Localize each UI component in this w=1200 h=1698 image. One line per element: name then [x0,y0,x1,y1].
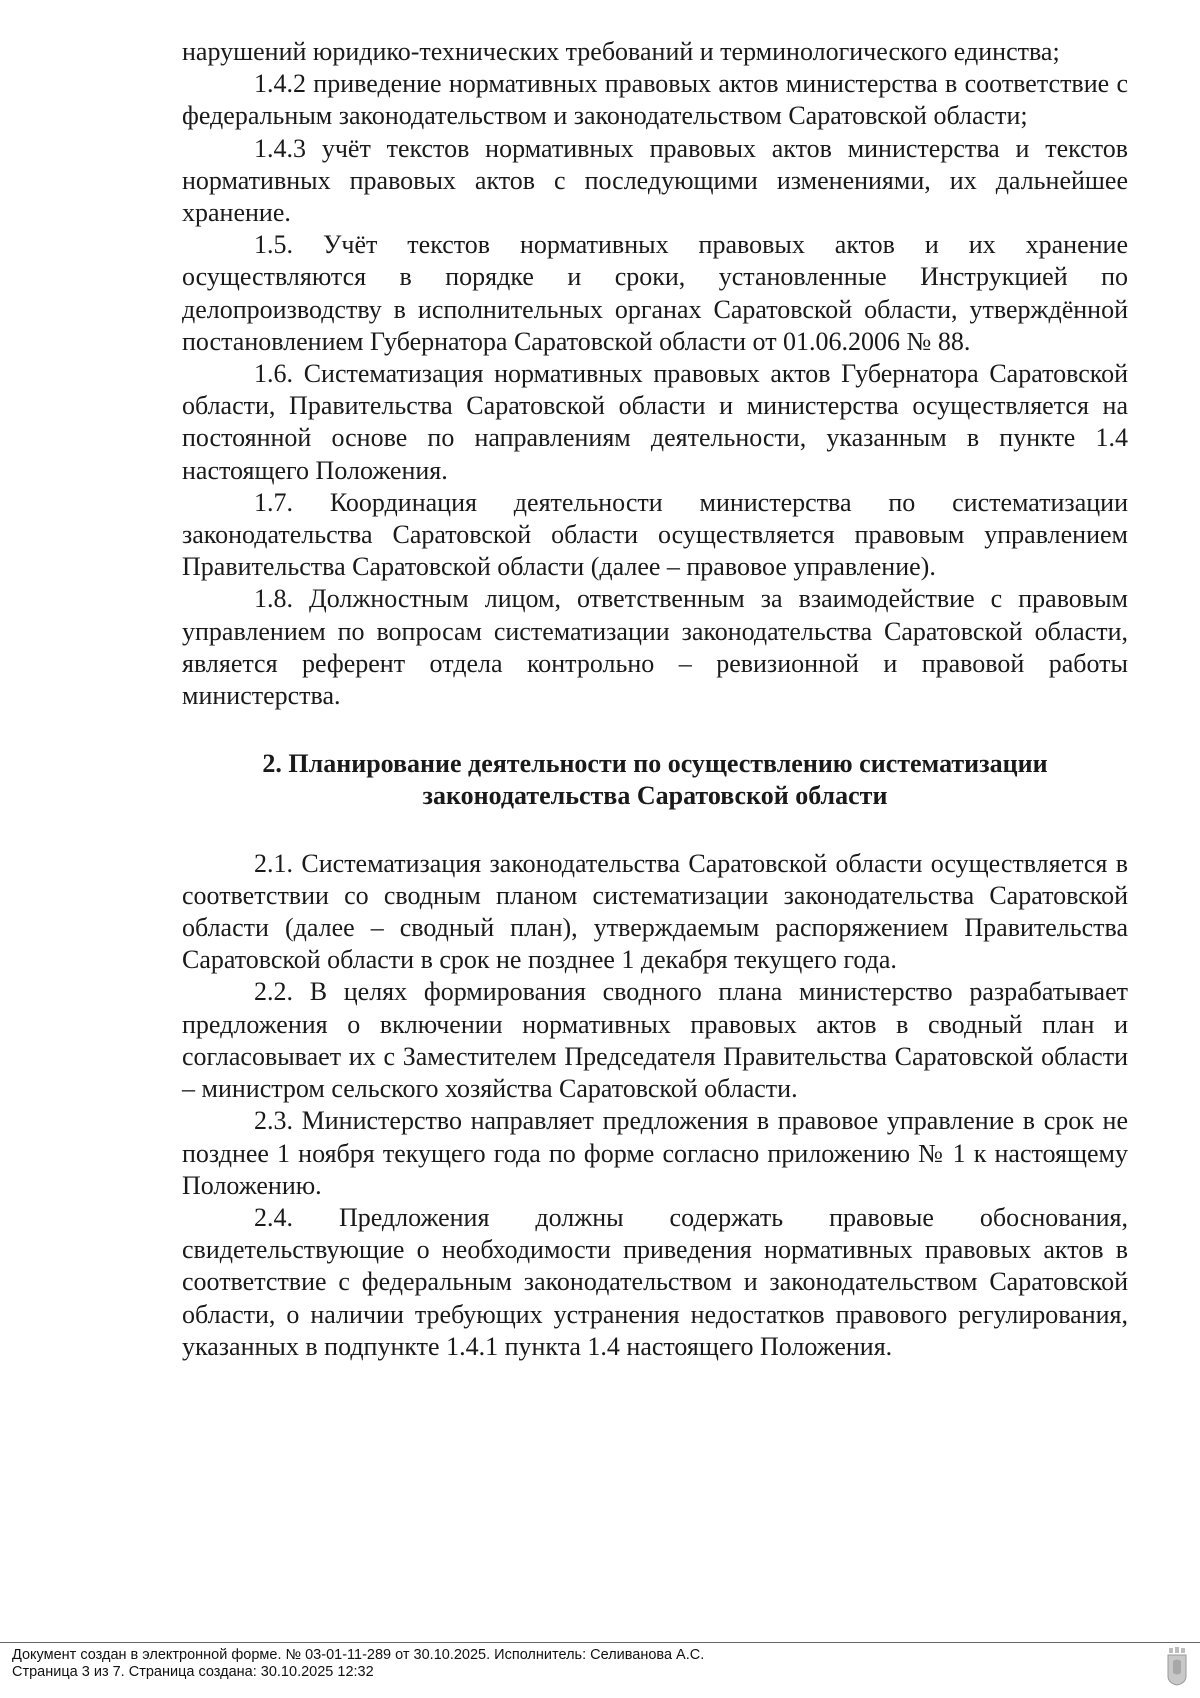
paragraph-1-6: 1.6. Систематизация нормативных правовых актов Губернатора Саратовской области, Правительства Саратовской области и министерства осуществляется на постоянной основе по направлениям деятельности, указанным в пункте 1.4 настоящего Положения. [182,359,1128,485]
paragraph-2-1: 2.1. Систематизация законодательства Саратовской области осуществляется в соответствии со сводным планом систематизации законодательства Саратовской области (далее – сводный план), утверждаемым распоряжением Правительства Саратовской области в срок не позднее 1 декабря текущего года. [182,848,1128,975]
section-heading-line-1: 2. Планирование деятельности по осуществлению систематизации [262,749,1048,779]
paragraph-2-2: 2.2. В целях формирования сводного плана министерство разрабатывает предложения о включении нормативных правовых актов в сводный план и согласовывает их с Заместителем Председателя Правительства Саратовской области – министром сельского хозяйства Саратовской области. [182,977,1128,1104]
paragraph-1-5: 1.5. Учёт текстов нормативных правовых актов и их хранение осуществляются в порядке и сроки, установленные Инструкцией по делопроизводству в исполнительных органах Саратовской области, утверждённой постановлением Губернатора Саратовской области от 01.06.2006 № 88. [182,230,1128,356]
footer-page-info: Страница 3 из 7. Страница создана: 30.10.2025 12:32 [12,1664,374,1680]
paragraph-1-7: 1.7. Координация деятельности министерства по систематизации законодательства Саратовской области осуществляется правовым управлением Правительства Саратовской области (далее – правовое управление). [182,487,1128,582]
paragraph-2-3: 2.3. Министерство направляет предложения в правовое управление в срок не позднее 1 ноября текущего года по форме согласно приложению № 1 к настоящему Положению. [182,1106,1128,1200]
paragraph-1-4-2: 1.4.2 приведение нормативных правовых актов министерства в соответствие с федеральным законодательством и законодательством Саратовской области; [182,69,1128,131]
paragraph-2-4: 2.4. Предложения должны содержать правовые обоснования, свидетельствующие о необходимости приведения нормативных правовых актов в соответствие с федеральным законодательством и законодательством Саратовской области, о наличии требующих устранения недостатков правового регулирования, указанных в подпункте 1.4.1 пункта 1.4 настоящего Положения. [182,1202,1128,1361]
paragraph-continuation: нарушений юридико-технических требований и терминологического единства; [182,37,1060,66]
paragraph-1-8: 1.8. Должностным лицом, ответственным за взаимодействие с правовым управлением по вопросам систематизации законодательства Саратовской области, является референт отдела контрольно – ревизионной и правовой работы министерства. [182,584,1128,711]
document-body [182,36,1128,1363]
footer-document-info: Документ создан в электронной форме. № 03-01-11-289 от 30.10.2025. Исполнитель: Селиванова А.С. [12,1647,705,1663]
document-footer [12,1647,704,1681]
coat-of-arms-icon [1166,1646,1188,1686]
footer-divider [0,1642,1200,1643]
section-heading-line-2: законодательства Саратовской области [422,781,888,811]
paragraph-1-4-3: 1.4.3 учёт текстов нормативных правовых актов министерства и текстов нормативных правовых актов с последующими изменениями, их дальнейшее хранение. [182,133,1128,228]
section-2-heading [182,748,1128,812]
